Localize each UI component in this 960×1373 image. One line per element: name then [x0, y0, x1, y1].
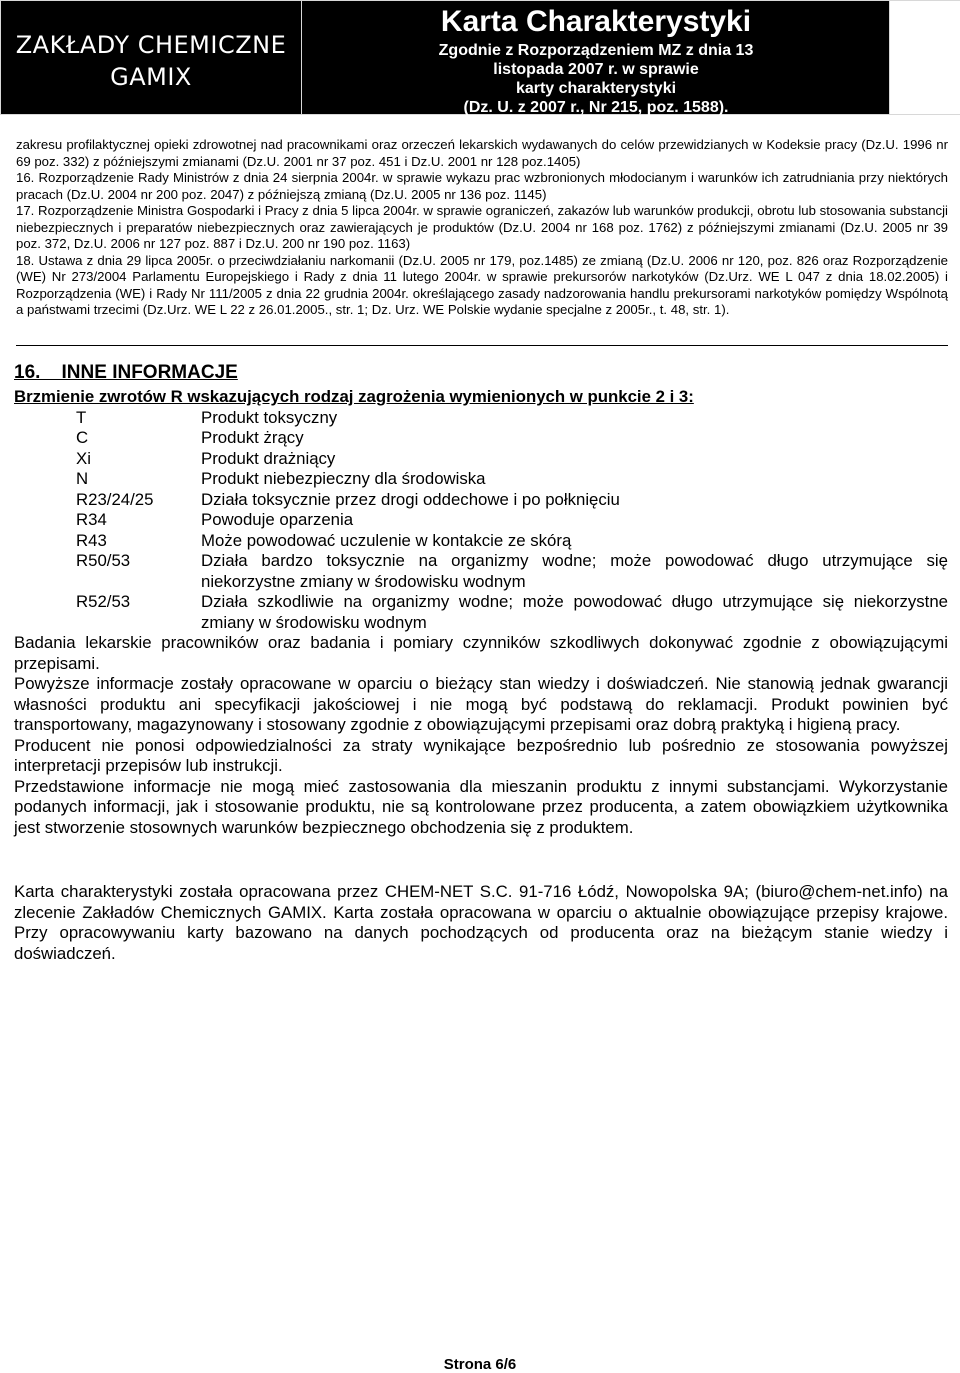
subtitle-line-3: karty charakterystyki	[515, 80, 677, 97]
risk-phrase-row	[14, 551, 948, 592]
risk-phrase-list	[14, 408, 948, 634]
risk-phrase-code: R43	[76, 530, 107, 550]
risk-phrase-text: Działa bardzo toksycznie na organizmy wodne; może powodować długo utrzymujące się niekorzystne zmiany w środowisku wodnym	[201, 551, 948, 591]
risk-phrase-text: Może powodować uczulenie w kontakcie ze skórą	[201, 530, 572, 550]
paragraph: Producent nie ponosi odpowiedzialności za straty wynikające bezpośrednio lub pośrednio ze stosowania powyższej interpretacji przepisów lub instrukcji.	[14, 735, 948, 775]
risk-phrase-row	[14, 408, 948, 429]
risk-phrase-text: Produkt drażniący	[201, 448, 336, 468]
risk-phrase-code: Xi	[76, 448, 91, 468]
title-block	[301, 0, 891, 115]
subtitle-line-4: (Dz. U. z 2007 r., Nr 215, poz. 1588).	[463, 99, 729, 116]
risk-phrase-row	[14, 469, 948, 490]
section-title: 16. INNE INFORMACJE	[14, 362, 238, 383]
risk-phrases-heading: Brzmienie zwrotów R wskazujących rodzaj zagrożenia wymienionych w punkcie 2 i 3:	[14, 387, 694, 406]
page-number: Strona 6/6	[443, 1356, 517, 1373]
document-header	[0, 0, 960, 118]
risk-phrase-text: Działa toksycznie przez drogi oddechowe i po połknięciu	[201, 489, 620, 509]
risk-phrase-text: Produkt niebezpieczny dla środowiska	[201, 469, 486, 488]
risk-phrase-code: N	[76, 469, 89, 488]
legal-ref-item: zakresu profilaktycznej opieki zdrowotnej nad pracownikami oraz orzeczeń lekarskich wydawanych do celów przewidzianych w Kodeksie pracy (Dz.U. 1996 nr 69 poz. 332) z późniejszymi zmianami (Dz.U. 2001 nr 37 poz. 451 i Dz.U. 2001 nr 128 poz.1405)	[16, 137, 948, 169]
legal-ref-item: 17. Rozporządzenie Ministra Gospodarki i Pracy z dnia 5 lipca 2004r. w sprawie ograniczeń, zakazów lub warunków produkcji, obrotu lub stosowania substancji niebezpiecznych i preparatów niebezpiecznych oraz zawierających je produktów (Dz.U. 2004 nr 168 poz. 1762) z późniejszymi zmianami (Dz.U. 2005 nr 39 poz. 372, Dz.U. 2006 nr 127 poz. 887 i Dz.U. 200 nr 190 poz. 1163)	[16, 203, 948, 251]
risk-phrase-row	[14, 449, 948, 470]
header-right-cell	[889, 0, 960, 115]
paragraph: Badania lekarskie pracowników oraz badania i pomiary czynników szkodliwych dokonywać zgodnie z obowiązującymi przepisami.	[14, 633, 948, 673]
preparer-note-text: Karta charakterystyki została opracowana przez CHEM-NET S.C. 91-716 Łódź, Nowopolska 9A; (biuro@chem-net.info) na zlecenie Zakładów Chemicznych GAMIX. Karta została opracowana w oparciu o aktualnie obowiązujące przepisy krajowe. Przy opracowywaniu karty bazowano na danych pochodzących od producenta oraz na bieżącym stanie wiedzy i doświadczeń.	[14, 882, 948, 963]
paragraph: Przedstawione informacje nie mogą mieć zastosowania dla mieszanin produktu z innymi substancjami. Wykorzystanie podanych informacji, jak i stosowanie produktu, nie są kontrolowane przez producenta, a zatem obowiązkiem użytkownika jest stworzenie stosownych warunków bezpiecznego obchodzenia się z produktem.	[14, 776, 948, 837]
risk-phrase-text: Działa szkodliwie na organizmy wodne; może powodować długo utrzymujące się niekorzystne zmiany w środowisku wodnym	[201, 592, 948, 632]
legal-references	[16, 137, 948, 319]
risk-phrase-code: R34	[76, 510, 107, 529]
risk-phrase-text: Produkt toksyczny	[201, 407, 338, 427]
company-logo	[0, 0, 302, 115]
logo-line-2: GAMIX	[110, 63, 192, 91]
subtitle-line-1: Zgodnie z Rozporządzeniem MZ z dnia 13	[438, 42, 754, 59]
risk-phrase-text: Powoduje oparzenia	[201, 510, 354, 529]
preparer-note	[14, 882, 948, 964]
legal-ref-item: 18. Ustawa z dnia 29 lipca 2005r. o przeciwdziałaniu narkomanii (Dz.U. 2005 nr 179, poz.1485) ze zmianą (Dz.U. 2006 nr 120, poz. 826 oraz Rozporządzenie (WE) Nr 273/2004 Parlamentu Europejskiego i Rady z dnia 11 lutego 2004r. w sprawie prekursorów narkotyków (Dz.Urz. WE L 047 z dnia 18.02.2005) i Rozporządzenia (WE) i Rady Nr 111/2005 z dnia 22 grudnia 2004r. określającego zasady nadzorowania handlu prekursorami narkotyków pomiędzy Wspólnotą a państwami trzecimi (Dz.Urz. WE L 22 z 26.01.2005., str. 1; Dz. Urz. WE Polskie wydanie specjalne z 2005r., t. 48, str. 1).	[16, 252, 948, 317]
risk-phrase-row	[14, 510, 948, 531]
risk-phrase-code: C	[76, 428, 89, 447]
section-divider	[16, 345, 948, 346]
risk-phrase-row	[14, 592, 948, 633]
paragraph: Powyższe informacje zostały opracowane w oparciu o bieżący stan wiedzy i doświadczeń. Nie stanowią jednak gwarancji własności produktu ani specyfikacji jakościowej i nie mogą być podstawą do reklamacji. Produkt powinien być transportowany, magazynowany i stosowany zgodnie z obowiązującymi przepisami oraz dobrą praktyką i higieną pracy.	[14, 674, 948, 734]
risk-phrase-code: R50/53	[76, 551, 131, 570]
risk-phrase-row	[14, 428, 948, 449]
risk-phrase-code: R52/53	[76, 592, 131, 611]
risk-phrase-code: T	[76, 407, 87, 427]
legal-ref-item: 16. Rozporządzenie Rady Ministrów z dnia 24 sierpnia 2004r. w sprawie wykazu prac wzbronionych młodocianym i warunków ich zatrudniania przy niektórych pracach (Dz.U. 2004 nr 200 poz. 2047) z późniejszą zmianą (Dz.U. 2005 nr 136 poz. 1145)	[16, 170, 948, 202]
document-title: Karta Charakterystyki	[440, 5, 752, 38]
risk-phrase-row	[14, 490, 948, 511]
logo-line-1: ZAKŁADY CHEMICZNE	[15, 31, 287, 59]
risk-phrase-text: Produkt żrący	[201, 428, 304, 447]
subtitle-line-2: listopada 2007 r. w sprawie	[493, 61, 699, 78]
risk-phrase-code: R23/24/25	[76, 489, 154, 509]
section-body	[14, 387, 948, 838]
risk-phrase-row	[14, 531, 948, 552]
